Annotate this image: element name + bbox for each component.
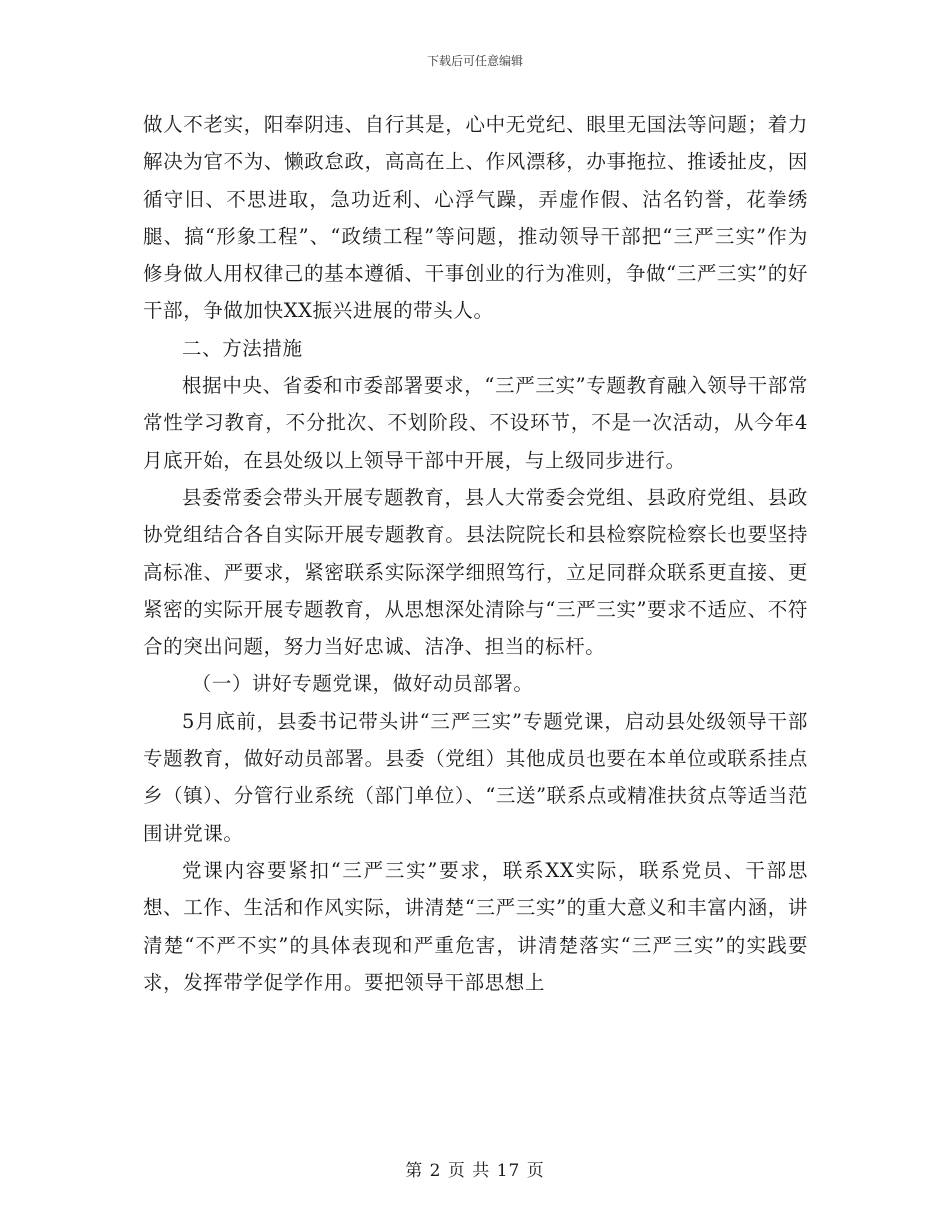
paragraph-lecture-content: 党课内容要紧扣“三严三实”要求，联系XX实际，联系党员、干部思想、工作、生活和作风实际，讲清楚“三严三实”的重大意义和丰富内涵，讲清楚“不严不实”的具体表现和严重危害，讲清楚落实“三严三实”的实践要求，发挥带学促学作用。要把领导干部思想上 bbox=[143, 858, 808, 994]
paragraph-continued: 做人不老实，阳奉阴违、自行其是，心中无党纪、眼里无国法等问题；着力解决为官不为、懒政怠政，高高在上、作风漂移，办事拖拉、推诿扯皮，因循守旧、不思进取，急功近利、心浮气躁，弄虚作假、沽名钓誉，花拳绣腿、搞“形象工程”、“政绩工程”等问题，推动领导干部把“三严三实”作为修身做人用权律己的基本遵循、干事创业的行为准则，争做“三严三实”的好干部，争做加快XX振兴进展的带头人。 bbox=[143, 113, 808, 323]
paragraph-deployment: 根据中央、省委和市委部署要求，“三严三实”专题教育融入领导干部常常性学习教育，不分批次、不划阶段、不设环节，不是一次活动，从今年4月底开始，在县处级以上领导干部中开展，与上级同步进行。 bbox=[143, 374, 808, 472]
subheading-party-lecture: （一）讲好专题党课，做好动员部署。 bbox=[191, 672, 534, 696]
page-header: 下载后可任意编辑 bbox=[426, 54, 523, 68]
section-heading-methods: 二、方法措施 bbox=[182, 336, 303, 360]
page-footer: 第 2 页 共 17 页 bbox=[405, 1161, 545, 1181]
paragraph-lecture-schedule: 5月底前，县委书记带头讲“三严三实”专题党课，启动县处级领导干部专题教育，做好动员部署。县委（党组）其他成员也要在本单位或联系挂点乡（镇）、分管行业系统（部门单位）、“三送”联系点或精准扶贫点等适当范围讲党课。 bbox=[143, 709, 808, 845]
document-body bbox=[143, 106, 808, 1001]
paragraph-county-committee: 县委常委会带头开展专题教育，县人大常委会党组、县政府党组、县政协党组结合各自实际开展专题教育。县法院院长和县检察院检察长也要坚持高标准、严要求，紧密联系实际深学细照笃行，立足同群众联系更直接、更紧密的实际开展专题教育，从思想深处清除与“三严三实”要求不适应、不符合的突出问题，努力当好忠诚、洁净、担当的标杆。 bbox=[143, 485, 808, 659]
